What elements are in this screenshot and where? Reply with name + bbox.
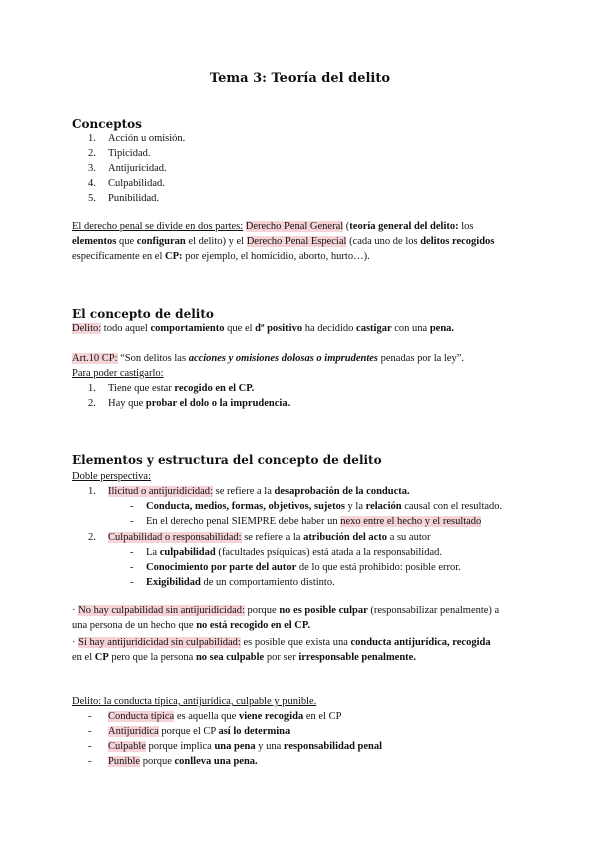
underlined-lead: El derecho penal se divide en dos partes: [72, 221, 244, 232]
bold-text: probar el dolo o la imprudencia. [145, 398, 291, 409]
note-line [72, 635, 491, 650]
list-number: 1. [88, 383, 96, 394]
highlight-term: Antijurídica [108, 726, 159, 737]
paragraph-line [72, 234, 494, 249]
dash-bullet: - [88, 741, 92, 752]
text: Tiene que estar [108, 383, 175, 394]
text: que [116, 236, 137, 247]
text: a su autor [387, 532, 431, 543]
bold-text: pena. [429, 323, 455, 334]
bold-italic-text: acciones y omisiones dolosas o imprudentes [188, 353, 378, 364]
bold-text: desaprobación de la conducta. [274, 486, 410, 497]
highlight-art10: Art.10 CP: [72, 353, 118, 364]
bold-text: no es posible culpar [279, 605, 368, 616]
text: (cada uno de los [346, 236, 421, 247]
bold-text: relación [365, 501, 402, 512]
section-heading-concepto: El concepto de delito [72, 307, 214, 321]
bold-text: CP [94, 652, 109, 663]
bold-text: irresponsable penalmente. [298, 652, 416, 663]
list-number: 1. [88, 133, 96, 144]
bold-text: delitos recogidos [420, 236, 495, 247]
summary-item [108, 754, 258, 769]
bold-text: así lo determina [218, 726, 291, 737]
bold-text: dº positivo [255, 323, 303, 334]
text: porque [244, 605, 280, 616]
text: ha decidido [302, 323, 357, 334]
text: y la [344, 501, 366, 512]
highlight-note2: Si hay antijuridicidad sin culpabilidad: [78, 637, 241, 648]
bold-text: no sea culpable [195, 652, 265, 663]
list-number: 2. [88, 532, 96, 543]
list-item [108, 381, 254, 396]
highlight-term: Culpable [108, 741, 146, 752]
text: ( [343, 221, 350, 232]
note-mark: · [72, 637, 76, 648]
text: La [146, 547, 160, 558]
section-heading-conceptos: Conceptos [72, 117, 142, 131]
sub-item [146, 560, 461, 575]
text: porque [140, 756, 175, 767]
bold-text: viene recogida [238, 711, 304, 722]
summary-item [108, 724, 290, 739]
list-item: Culpabilidad. [108, 178, 165, 189]
bold-text: conlleva una pena. [174, 756, 258, 767]
dash-bullet: - [88, 711, 92, 722]
dash-bullet: - [130, 516, 134, 527]
text: por ejemplo, el homicidio, aborto, hurto…). [182, 251, 370, 262]
text: con una [391, 323, 430, 334]
article-line [72, 351, 464, 366]
bold-text: castigar [356, 323, 392, 334]
text: es posible que exista una [240, 637, 351, 648]
bold-text: responsabilidad penal [283, 741, 383, 752]
text: pero que la persona [108, 652, 196, 663]
text: En el derecho penal SIEMPRE debe haber un [146, 516, 341, 527]
underlined-label: Doble perspectiva: [72, 471, 152, 482]
text: es aquella que [174, 711, 239, 722]
highlight-term: Punible [108, 756, 141, 767]
bold-text: Conducta, medios, formas, objetivos, sujetos [146, 501, 345, 512]
paragraph-line [72, 249, 370, 264]
note-line [72, 603, 499, 618]
dash-bullet: - [130, 547, 134, 558]
bold-text: elementos [72, 236, 117, 247]
page-title: Tema 3: Teoría del delito [209, 71, 391, 86]
text: específicamente en el [72, 251, 165, 262]
list-item: Tipicidad. [108, 148, 151, 159]
bold-text: teoría general del delito: [349, 221, 459, 232]
bold-text: configuran [136, 236, 186, 247]
definition-line [72, 321, 454, 336]
list-item: Acción u omisión. [108, 133, 186, 144]
text: y una [255, 741, 284, 752]
note-mark: · [72, 605, 76, 616]
bold-text: Conocimiento por parte del autor [146, 562, 297, 573]
text: en el [72, 652, 95, 663]
highlight-delito: Delito: [72, 323, 102, 334]
text: (facultades psíquicas) está atada a la responsabilidad. [215, 547, 442, 558]
text: (responsabilizar penalmente) a [367, 605, 500, 616]
list-number: 4. [88, 178, 96, 189]
summary-item [108, 709, 341, 724]
list-number: 2. [88, 148, 96, 159]
dash-bullet: - [88, 756, 92, 767]
text: “Son delitos las [117, 353, 189, 364]
list-number: 5. [88, 193, 96, 204]
highlight-term: Conducta típica [108, 711, 175, 722]
sub-item [146, 514, 481, 529]
highlight-culpabilidad: Culpabilidad o responsabilidad: [108, 532, 242, 543]
text: en el CP [303, 711, 342, 722]
bold-text: Exigibilidad [146, 577, 201, 588]
note-line [72, 650, 416, 665]
text: una persona de un hecho que [72, 620, 197, 631]
bold-text: culpabilidad [159, 547, 216, 558]
list-item: Antijuricidad. [108, 163, 167, 174]
list-item [108, 530, 431, 545]
list-number: 1. [88, 486, 96, 497]
text: los [458, 221, 474, 232]
text: se refiere a la [212, 486, 275, 497]
list-item [108, 396, 290, 411]
paragraph-line [72, 219, 474, 234]
highlight-nexo: nexo entre el hecho y el resultado [340, 516, 482, 527]
bold-text: recogido en el CP. [174, 383, 255, 394]
highlight-dpg: Derecho Penal General [245, 221, 344, 232]
text: de lo que está prohibido: posible error. [296, 562, 461, 573]
text: causal con el resultado. [401, 501, 503, 512]
text: el delito) y el [185, 236, 247, 247]
list-item: Punibilidad. [108, 193, 160, 204]
text: que el [224, 323, 256, 334]
bold-text: atribución del acto [303, 532, 388, 543]
highlight-dpe: Derecho Penal Especial [246, 236, 347, 247]
list-number: 2. [88, 398, 96, 409]
text: se refiere a la [241, 532, 304, 543]
list-number: 3. [88, 163, 96, 174]
bold-text: una pena [214, 741, 256, 752]
text: todo aquel [101, 323, 151, 334]
summary-item [108, 739, 382, 754]
bold-text: conducta antijurídica, recogida [350, 637, 491, 648]
sub-item [146, 575, 335, 590]
section-heading-elementos: Elementos y estructura del concepto de delito [72, 453, 382, 467]
text: de un comportamiento distinto. [200, 577, 335, 588]
underlined-label: Para poder castigarlo: [72, 368, 164, 379]
text: penadas por la ley”. [378, 353, 465, 364]
bold-text: comportamiento [150, 323, 225, 334]
highlight-note1: No hay culpabilidad sin antijuridicidad: [78, 605, 245, 616]
highlight-ilicitud: Ilicitud o antijuridicidad: [108, 486, 213, 497]
sub-item [146, 499, 502, 514]
bold-text: no está recogido en el CP. [196, 620, 310, 631]
underlined-lead: Delito: la conducta típica, antijurídica, culpable y punible. [72, 696, 317, 707]
dash-bullet: - [130, 501, 134, 512]
dash-bullet: - [88, 726, 92, 737]
note-line [72, 618, 310, 633]
text: porque implica [145, 741, 215, 752]
text: Hay que [108, 398, 146, 409]
bold-text: CP: [165, 251, 183, 262]
text: por ser [264, 652, 299, 663]
dash-bullet: - [130, 577, 134, 588]
sub-item [146, 545, 442, 560]
dash-bullet: - [130, 562, 134, 573]
text: porque el CP [158, 726, 219, 737]
list-item [108, 484, 410, 499]
